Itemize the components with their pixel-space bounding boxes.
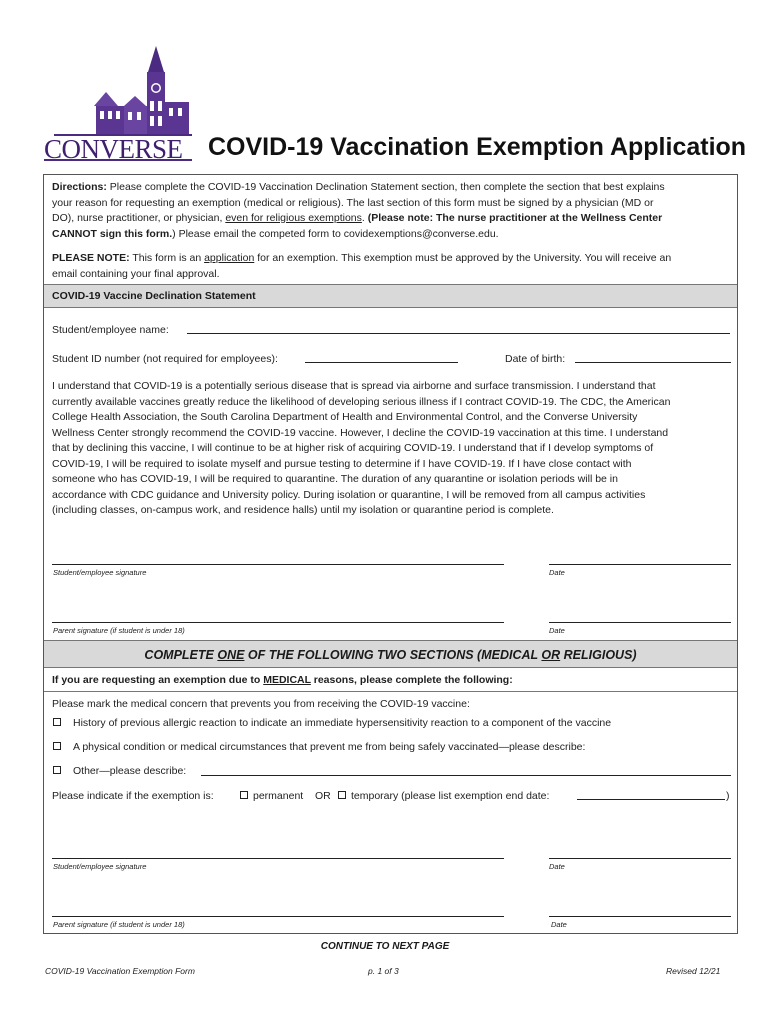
medical-intro: Please mark the medical concern that prevents you from receiving the COVID-19 vaccine: [52, 698, 470, 710]
name-field[interactable] [187, 333, 730, 334]
statement-line: College Health Association, the South Carolina Department of Health and Environmental Control, and the Converse University [52, 411, 638, 423]
close-paren: ) [726, 790, 730, 802]
signature-caption: Student/employee signature [53, 568, 147, 577]
logo-wordmark: CONVERSE [44, 134, 183, 164]
permanent-checkbox[interactable] [240, 791, 248, 799]
footer-form-name: COVID-19 Vaccination Exemption Form [45, 966, 195, 976]
note-line-1b: application [204, 252, 255, 264]
option-allergy-checkbox[interactable] [53, 718, 61, 726]
statement-line: COVID-19, I will be required to isolate myself and pursue testing to determine if I have COVID-19. If I have close contact with [52, 457, 632, 470]
statement-line: someone who has COVID-19, I will be required to quarantine. The duration of any quarantine or isolation periods will be in [52, 473, 618, 485]
statement-line: (including classes, on-campus work, and residence halls) until my isolation or quarantine period is complete. [52, 504, 554, 516]
medical-date-caption: Date [549, 862, 565, 871]
medical-parent-date-field[interactable] [549, 916, 731, 917]
student-id-field[interactable] [305, 362, 458, 363]
option-physical-label: A physical condition or medical circumstances that prevent me from being safely vaccinated—please describe: [73, 741, 586, 753]
medical-signature-caption: Student/employee signature [53, 862, 147, 871]
exemption-type-label: Please indicate if the exemption is: [52, 790, 214, 802]
signature-date-caption: Date [549, 568, 565, 577]
divider [44, 691, 737, 692]
option-physical-checkbox[interactable] [53, 742, 61, 750]
other-describe-field[interactable] [201, 775, 731, 776]
medical-heading: If you are requesting an exemption due to MEDICAL reasons, please complete the following: [52, 674, 513, 686]
parent-signature-caption: Parent signature (if student is under 18) [53, 626, 185, 635]
note-line-1a: This form is an [129, 252, 205, 264]
note-label: PLEASE NOTE: [52, 252, 130, 264]
statement-line: that by declining this vaccine, I will continue to be at higher risk of acquiring COVID-19. I understand that if I develop symptoms of [52, 442, 654, 454]
dob-field[interactable] [575, 362, 731, 363]
note-line-2: email containing your final approval. [52, 267, 220, 280]
statement-line: currently available vaccines greatly reduce the likelihood of developing serious illness if I contract COVID-19. The CDC, the American [52, 395, 671, 408]
declination-statement [52, 379, 742, 519]
directions-line-3c: . [361, 212, 368, 224]
option-other-label: Other—please describe: [73, 765, 187, 777]
complete-one-band [44, 640, 737, 668]
option-allergy-label: History of previous allergic reaction to indicate an immediate hypersensitivity reaction to a component of the vaccine [73, 717, 612, 729]
footer-revision: Revised 12/21 [666, 966, 721, 976]
statement-line: I understand that COVID-19 is a potentially serious disease that is spread via airborne and surface transmission. I understand that [52, 380, 656, 392]
dob-label: Date of birth: [505, 353, 566, 365]
directions-line-2: your reason for requesting an exemption (medical or religious). The last section of this form must be signed by a physician (MD or [52, 196, 654, 209]
declination-heading-band [44, 284, 737, 308]
directions-line-4b: ) Please email the competed form to covidexemptions@converse.edu. [172, 227, 499, 240]
directions-block [52, 180, 732, 242]
parent-signature-field[interactable] [52, 622, 504, 623]
continue-next-page: CONTINUE TO NEXT PAGE [320, 941, 450, 952]
parent-date-field[interactable] [549, 622, 731, 623]
name-label: Student/employee name: [52, 324, 169, 336]
medical-parent-date-caption: Date [551, 920, 567, 929]
medical-parent-signature-caption: Parent signature (if student is under 18) [53, 920, 185, 929]
complete-one-heading: COMPLETE ONE OF THE FOLLOWING TWO SECTIONS (MEDICAL OR RELIGIOUS) [144, 648, 637, 662]
statement-line: accordance with CDC guidance and University policy. During isolation or quarantine, I will be removed from all campus activities [52, 488, 646, 501]
temporary-label: temporary (please list exemption end date: [351, 790, 550, 802]
medical-parent-signature-field[interactable] [52, 916, 504, 917]
temporary-checkbox[interactable] [338, 791, 346, 799]
permanent-label: permanent [253, 790, 304, 802]
option-other-checkbox[interactable] [53, 766, 61, 774]
declination-heading: COVID-19 Vaccine Declination Statement [52, 290, 256, 302]
directions-line-1: Please complete the COVID-19 Vaccination Declination Statement section, then complete the section that best explains [109, 181, 665, 193]
directions-line-4a: CANNOT sign this form. [52, 227, 173, 240]
medical-signature-field[interactable] [52, 858, 504, 859]
exemption-end-date-field[interactable] [577, 799, 725, 800]
directions-label: Directions: [52, 181, 107, 193]
signature-field[interactable] [52, 564, 504, 565]
directions-line-3a: DO), nurse practitioner, or physician, [52, 212, 226, 224]
statement-line: Wellness Center strongly recommend the COVID-19 vaccine. However, I decline the COVID-19 vaccination at this time. I understand [52, 426, 669, 439]
student-id-label: Student ID number (not required for employees): [52, 353, 278, 365]
directions-line-3b: even for religious exemptions [225, 212, 362, 224]
parent-date-caption: Date [549, 626, 565, 635]
note-block [52, 251, 732, 282]
directions-line-3d: (Please note: The nurse practitioner at the Wellness Center [367, 212, 663, 224]
note-line-1c: for an exemption. This exemption must be approved by the University. You will receive an [254, 252, 672, 264]
or-label: OR [315, 790, 331, 802]
page-title: COVID-19 Vaccination Exemption Application [208, 133, 747, 161]
medical-date-field[interactable] [549, 858, 731, 859]
footer-page-number: p. 1 of 3 [368, 966, 399, 976]
signature-date-field[interactable] [549, 564, 731, 565]
